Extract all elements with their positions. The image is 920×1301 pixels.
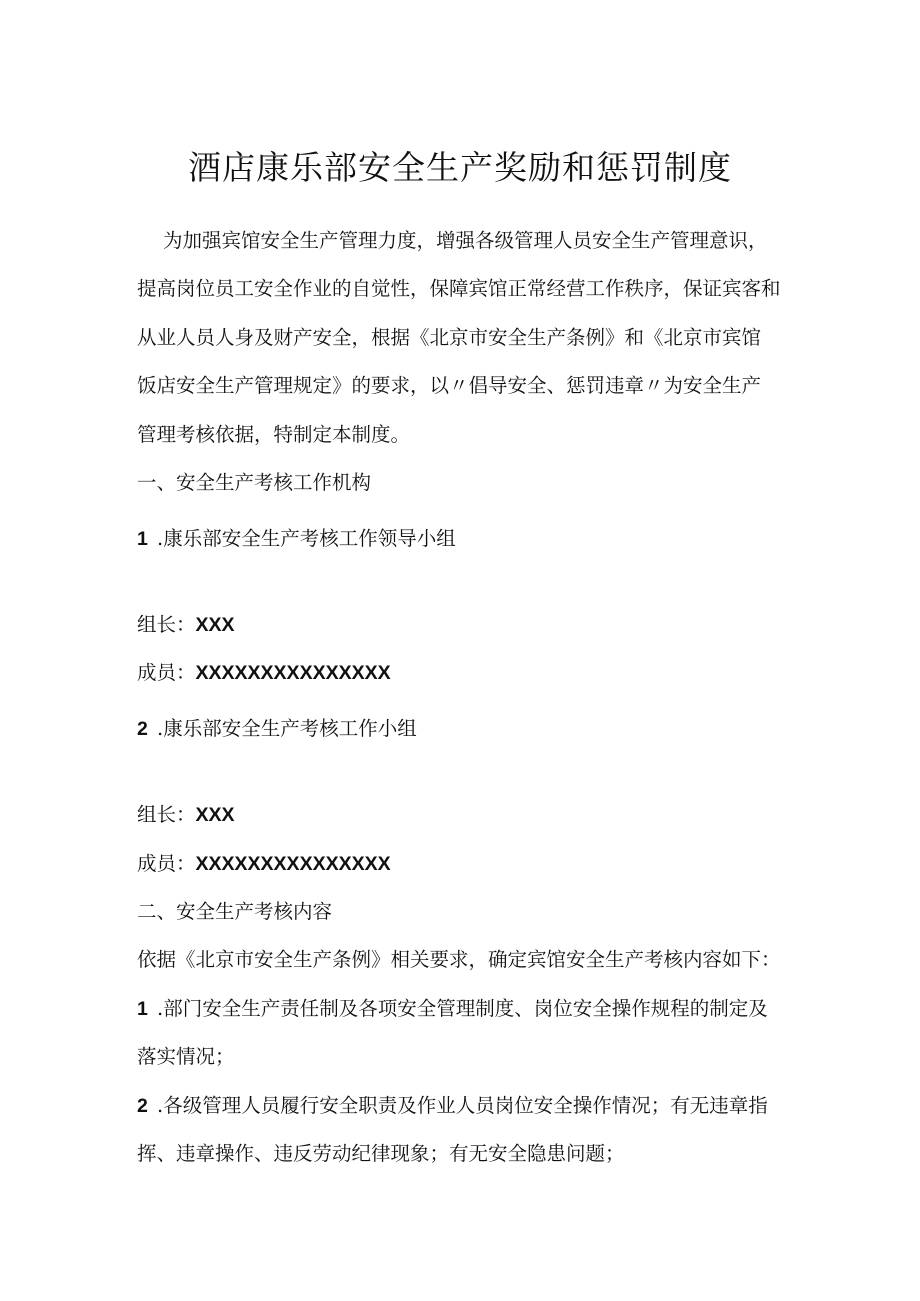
intro-line: 饭店安全生产管理规定》的要求，以〃倡导安全、惩罚违章〃为安全生产 (137, 374, 762, 397)
item-continuation: 挥、违章操作、违反劳动纪律现象；有无安全隐患问题； (137, 1142, 625, 1165)
item-text: .康乐部安全生产考核工作小组 (157, 717, 417, 740)
list-item (137, 716, 417, 742)
list-item (137, 1093, 768, 1119)
members-label: 成员： (137, 852, 196, 875)
item-text: .各级管理人员履行安全职责及作业人员岗位安全操作情况；有无违章指 (157, 1094, 768, 1117)
intro-line: 为加强宾馆安全生产管理力度，增强各级管理人员安全生产管理意识， (163, 229, 768, 252)
list-item (137, 996, 768, 1022)
item-text: .康乐部安全生产考核工作领导小组 (157, 527, 456, 550)
section-heading: 一、安全生产考核工作机构 (137, 471, 372, 494)
leader-row (137, 612, 235, 638)
leader-label: 组长： (137, 613, 196, 636)
members-value: XXXXXXXXXXXXXXX (195, 662, 391, 684)
item-number: 2 (137, 718, 148, 740)
list-item (137, 526, 456, 552)
item-continuation: 落实情况； (137, 1045, 235, 1068)
item-number: 2 (137, 1095, 148, 1117)
leader-value: XXX (195, 614, 235, 636)
basis-text: 依据《北京市安全生产条例》相关要求，确定宾馆安全生产考核内容如下： (137, 948, 781, 971)
leader-row (137, 802, 235, 828)
members-label: 成员： (137, 661, 196, 684)
intro-line: 管理考核依据，特制定本制度。 (137, 423, 411, 446)
intro-line: 从业人员人身及财产安全，根据《北京市安全生产条例》和《北京市宾馆 (137, 326, 762, 349)
leader-label: 组长： (137, 803, 196, 826)
item-text: .部门安全生产责任制及各项安全管理制度、岗位安全操作规程的制定及 (157, 997, 768, 1020)
members-row (137, 851, 391, 877)
item-number: 1 (137, 528, 148, 550)
members-row (137, 660, 391, 686)
document-title: 酒店康乐部安全生产奖励和惩罚制度 (188, 148, 732, 187)
members-value: XXXXXXXXXXXXXXX (195, 853, 391, 875)
leader-value: XXX (195, 804, 235, 826)
item-number: 1 (137, 998, 148, 1020)
intro-line: 提高岗位员工安全作业的自觉性，保障宾馆正常经营工作秩序，保证宾客和 (137, 277, 781, 300)
section-heading: 二、安全生产考核内容 (137, 900, 333, 923)
